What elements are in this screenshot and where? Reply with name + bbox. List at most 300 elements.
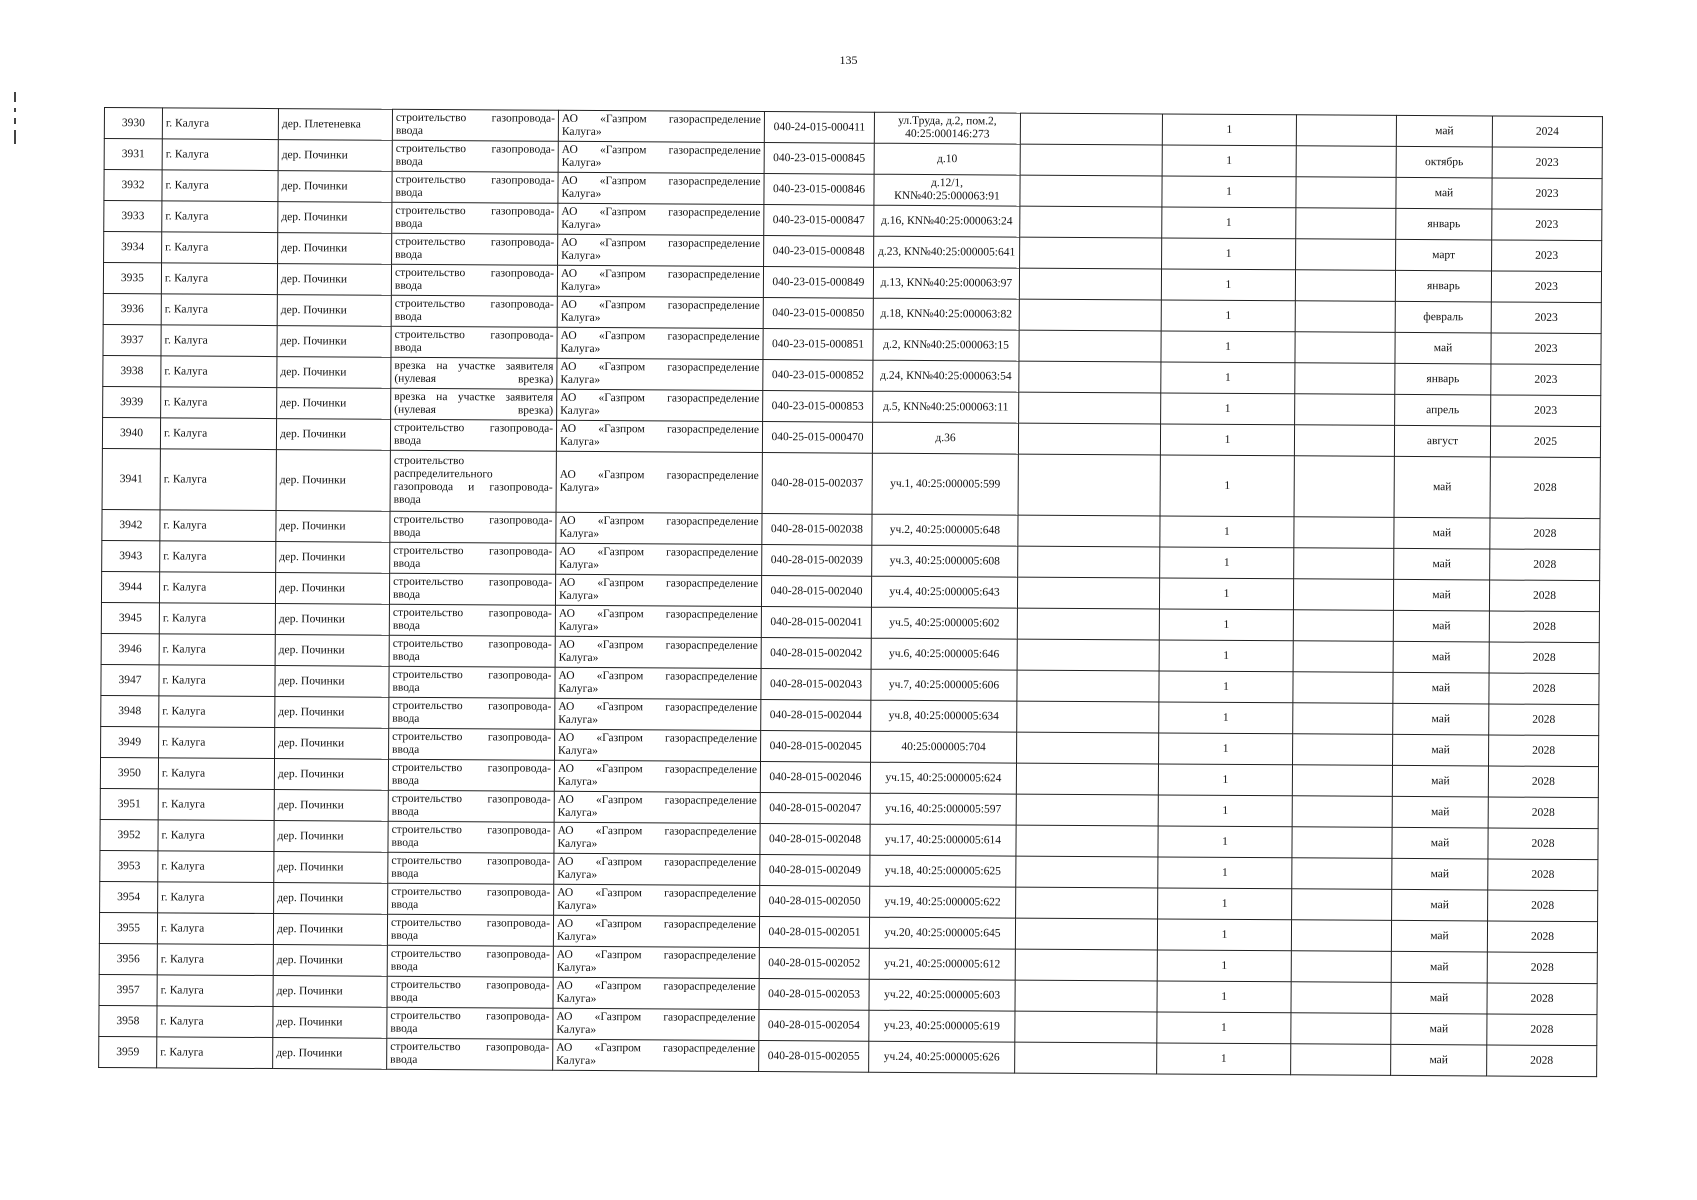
address-cell: д.10 (874, 143, 1020, 175)
work-description-cell: строительство распределительного газопровода и газопровода-ввода (390, 450, 556, 512)
count-cell: 1 (1159, 578, 1293, 610)
work-description-cell: строительство газопровода-ввода (392, 140, 558, 172)
village-cell: дер. Починки (277, 326, 391, 358)
blank-cell (1020, 237, 1162, 269)
village-cell: дер. Починки (276, 419, 390, 451)
month-cell: август (1394, 425, 1490, 457)
row-number: 3948 (101, 695, 159, 726)
village-cell: дер. Починки (275, 666, 389, 698)
month-cell: май (1396, 115, 1492, 147)
organization-cell: АО «Газпром газораспределение Калуга» (558, 172, 764, 204)
village-cell: дер. Починки (274, 852, 388, 884)
count-cell: 1 (1158, 888, 1292, 920)
city-cell: г. Калуга (161, 294, 277, 326)
count-cell: 1 (1161, 269, 1295, 301)
address-cell: ул.Труда, д.2, пом.2, 40:25:000146:273 (874, 112, 1020, 144)
work-description-cell: строительство газопровода-ввода (392, 233, 558, 265)
village-cell: дер. Починки (274, 821, 388, 853)
address-cell: д.23, КN№40:25:000005:641 (874, 236, 1020, 268)
registration-code-cell: 040-23-015-000847 (764, 205, 874, 237)
address-cell: уч.17, 40:25:000005:614 (870, 824, 1016, 856)
blank-cell (1294, 456, 1394, 518)
blank-cell (1295, 301, 1395, 333)
blank-cell (1295, 394, 1395, 426)
village-cell: дер. Починки (277, 357, 391, 389)
count-cell: 1 (1162, 176, 1296, 208)
address-cell: уч.24, 40:25:000005:626 (869, 1041, 1015, 1073)
blank-cell (1019, 268, 1161, 300)
work-description-cell: строительство газопровода-ввода (392, 202, 558, 234)
work-description-cell: строительство газопровода-ввода (389, 666, 555, 698)
city-cell: г. Калуга (158, 789, 274, 821)
registration-code-cell: 040-28-015-002041 (761, 607, 871, 639)
blank-cell (1292, 796, 1392, 828)
blank-cell (1295, 363, 1395, 395)
count-cell: 1 (1158, 857, 1292, 889)
registration-code-cell: 040-28-015-002054 (759, 1010, 869, 1042)
year-cell: 2023 (1492, 147, 1602, 179)
address-cell: уч.23, 40:25:000005:619 (869, 1010, 1015, 1042)
city-cell: г. Калуга (162, 201, 278, 233)
month-cell: май (1392, 827, 1488, 859)
blank-cell (1016, 794, 1158, 826)
row-number: 3932 (104, 170, 162, 201)
organization-cell: АО «Газпром газораспределение Калуга» (555, 698, 761, 730)
address-cell: уч.8, 40:25:000005:634 (871, 700, 1017, 732)
table-body (99, 108, 1603, 1077)
registration-code-cell: 040-28-015-002043 (761, 669, 871, 701)
village-cell: дер. Починки (273, 976, 387, 1008)
count-cell: 1 (1159, 640, 1293, 672)
work-description-cell: строительство газопровода-ввода (387, 914, 553, 946)
row-number: 3931 (104, 139, 162, 170)
work-description-cell: строительство газопровода-ввода (388, 759, 554, 791)
row-number: 3936 (103, 293, 161, 324)
blank-cell (1293, 610, 1393, 642)
registration-code-cell: 040-24-015-000411 (764, 112, 874, 144)
city-cell: г. Калуга (158, 851, 274, 883)
year-cell: 2023 (1492, 178, 1602, 210)
blank-cell (1295, 332, 1395, 364)
count-cell: 1 (1157, 981, 1291, 1013)
month-cell: май (1393, 641, 1489, 673)
organization-cell: АО «Газпром газораспределение Калуга» (558, 234, 764, 266)
row-number: 3938 (103, 355, 161, 386)
organization-cell: АО «Газпром газораспределение Калуга» (558, 110, 764, 142)
registration-code-cell: 040-23-015-000846 (764, 174, 874, 206)
village-cell: дер. Починки (277, 388, 391, 420)
registration-code-cell: 040-23-015-000848 (764, 236, 874, 268)
year-cell: 2028 (1488, 766, 1598, 798)
registration-code-cell: 040-28-015-002038 (762, 514, 872, 546)
organization-cell: АО «Газпром газораспределение Калуга» (554, 791, 760, 823)
registration-code-cell: 040-23-015-000851 (763, 329, 873, 361)
count-cell: 1 (1161, 393, 1295, 425)
count-cell: 1 (1160, 424, 1294, 456)
village-cell: дер. Починки (273, 1007, 387, 1039)
count-cell: 1 (1161, 362, 1295, 394)
village-cell: дер. Починки (275, 573, 389, 605)
year-cell: 2028 (1487, 983, 1597, 1015)
organization-cell: АО «Газпром газораспределение Калуга» (553, 977, 759, 1009)
month-cell: май (1391, 920, 1487, 952)
count-cell: 1 (1162, 238, 1296, 270)
city-cell: г. Калуга (159, 603, 275, 635)
month-cell: май (1391, 1044, 1487, 1076)
blank-cell (1295, 270, 1395, 302)
city-cell: г. Калуга (161, 325, 277, 357)
blank-cell (1015, 918, 1157, 950)
year-cell: 2028 (1489, 642, 1599, 674)
work-description-cell: строительство газопровода-ввода (389, 573, 555, 605)
month-cell: январь (1395, 363, 1491, 395)
organization-cell: АО «Газпром газораспределение Калуга» (553, 915, 759, 947)
year-cell: 2028 (1490, 457, 1600, 519)
count-cell: 1 (1159, 609, 1293, 641)
blank-cell (1018, 546, 1160, 578)
city-cell: г. Калуга (158, 820, 274, 852)
organization-cell: АО «Газпром газораспределение Калуга» (558, 203, 764, 235)
blank-cell (1018, 515, 1160, 547)
year-cell: 2028 (1489, 673, 1599, 705)
address-cell: д.18, КN№40:25:000063:82 (873, 298, 1019, 330)
address-cell: уч.4, 40:25:000005:643 (871, 576, 1017, 608)
address-cell: уч.22, 40:25:000005:603 (869, 979, 1015, 1011)
year-cell: 2024 (1492, 116, 1602, 148)
city-cell: г. Калуга (162, 170, 278, 202)
year-cell: 2028 (1488, 797, 1598, 829)
blank-cell (1016, 887, 1158, 919)
month-cell: февраль (1395, 301, 1491, 333)
registration-code-cell: 040-28-015-002039 (762, 545, 872, 577)
count-cell: 1 (1157, 919, 1291, 951)
organization-cell: АО «Газпром газораспределение Калуга» (553, 1039, 759, 1071)
address-cell: д.13, КN№40:25:000063:97 (873, 267, 1019, 299)
month-cell: апрель (1395, 394, 1491, 426)
month-cell: март (1396, 239, 1492, 271)
month-cell: май (1392, 796, 1488, 828)
row-number: 3937 (103, 324, 161, 355)
organization-cell: АО «Газпром газораспределение Калуга» (557, 389, 763, 421)
blank-cell (1019, 392, 1161, 424)
row-number: 3953 (100, 850, 158, 881)
year-cell: 2028 (1490, 549, 1600, 581)
row-number: 3933 (104, 201, 162, 232)
organization-cell: АО «Газпром газораспределение Калуга» (555, 574, 761, 606)
address-cell: д.36 (872, 422, 1018, 454)
city-cell: г. Калуга (157, 913, 273, 945)
city-cell: г. Калуга (157, 975, 273, 1007)
count-cell: 1 (1162, 145, 1296, 177)
village-cell: дер. Починки (277, 264, 391, 296)
year-cell: 2028 (1489, 704, 1599, 736)
city-cell: г. Калуга (157, 1006, 273, 1038)
work-description-cell: строительство газопровода-ввода (388, 821, 554, 853)
blank-cell (1016, 763, 1158, 795)
blank-cell (1017, 577, 1159, 609)
blank-cell (1017, 608, 1159, 640)
work-description-cell: строительство газопровода-ввода (390, 511, 556, 543)
blank-cell (1296, 177, 1396, 209)
organization-cell: АО «Газпром газораспределение Калуга» (556, 451, 762, 513)
work-description-cell: строительство газопровода-ввода (387, 1007, 553, 1039)
blank-cell (1018, 454, 1160, 516)
organization-cell: АО «Газпром газораспределение Калуга» (557, 327, 763, 359)
organization-cell: АО «Газпром газораспределение Калуга» (555, 667, 761, 699)
row-number: 3943 (102, 540, 160, 571)
registration-code-cell: 040-28-015-002049 (760, 855, 870, 887)
work-description-cell: строительство газопровода-ввода (389, 697, 555, 729)
registration-code-cell: 040-28-015-002052 (759, 948, 869, 980)
blank-cell (1292, 765, 1392, 797)
year-cell: 2023 (1491, 395, 1601, 427)
registration-code-cell: 040-28-015-002046 (760, 762, 870, 794)
blank-cell (1296, 115, 1396, 147)
organization-cell: АО «Газпром газораспределение Калуга» (558, 141, 764, 173)
month-cell: октябрь (1396, 146, 1492, 178)
city-cell: г. Калуга (158, 882, 274, 914)
registration-code-cell: 040-28-015-002055 (759, 1041, 869, 1073)
count-cell: 1 (1161, 331, 1295, 363)
city-cell: г. Калуга (158, 758, 274, 790)
address-cell: уч.18, 40:25:000005:625 (870, 855, 1016, 887)
count-cell: 1 (1157, 1043, 1291, 1075)
organization-cell: АО «Газпром газораспределение Калуга» (554, 760, 760, 792)
count-cell: 1 (1162, 207, 1296, 239)
village-cell: дер. Починки (275, 604, 389, 636)
organization-cell: АО «Газпром газораспределение Калуга» (555, 605, 761, 637)
work-description-cell: строительство газопровода-ввода (390, 542, 556, 574)
work-description-cell: строительство газопровода-ввода (388, 790, 554, 822)
village-cell: дер. Починки (274, 883, 388, 915)
row-number: 3934 (104, 232, 162, 263)
row-number: 3947 (101, 664, 159, 695)
count-cell: 1 (1162, 114, 1296, 146)
count-cell: 1 (1158, 795, 1292, 827)
address-cell: уч.7, 40:25:000005:606 (871, 669, 1017, 701)
work-description-cell: строительство газопровода-ввода (387, 1038, 553, 1070)
row-number: 3944 (101, 571, 159, 602)
count-cell: 1 (1160, 516, 1294, 548)
row-number: 3939 (103, 386, 161, 417)
registration-code-cell: 040-28-015-002047 (760, 793, 870, 825)
village-cell: дер. Починки (276, 511, 390, 543)
blank-cell (1291, 951, 1391, 983)
organization-cell: АО «Газпром газораспределение Калуга» (557, 296, 763, 328)
village-cell: дер. Починки (273, 1038, 387, 1070)
year-cell: 2028 (1488, 828, 1598, 860)
blank-cell (1019, 330, 1161, 362)
month-cell: май (1392, 889, 1488, 921)
month-cell: май (1391, 982, 1487, 1014)
blank-cell (1293, 703, 1393, 735)
registration-code-cell: 040-25-015-000470 (762, 422, 872, 454)
year-cell: 2023 (1491, 271, 1601, 303)
registration-code-cell: 040-28-015-002042 (761, 638, 871, 670)
year-cell: 2028 (1488, 859, 1598, 891)
registration-code-cell: 040-28-015-002050 (760, 886, 870, 918)
blank-cell (1294, 425, 1394, 457)
city-cell: г. Калуга (159, 727, 275, 759)
village-cell: дер. Починки (278, 233, 392, 265)
village-cell: дер. Починки (278, 140, 392, 172)
row-number: 3951 (100, 788, 158, 819)
row-number: 3950 (100, 757, 158, 788)
blank-cell (1019, 299, 1161, 331)
blank-cell (1020, 113, 1162, 145)
work-description-cell: строительство газопровода-ввода (391, 295, 557, 327)
village-cell: дер. Починки (277, 295, 391, 327)
village-cell: дер. Плетеневка (278, 109, 392, 141)
blank-cell (1016, 825, 1158, 857)
city-cell: г. Калуга (157, 1037, 273, 1069)
blank-cell (1294, 517, 1394, 549)
count-cell: 1 (1158, 764, 1292, 796)
month-cell: январь (1396, 208, 1492, 240)
year-cell: 2028 (1489, 735, 1599, 767)
count-cell: 1 (1160, 455, 1294, 517)
registration-code-cell: 040-28-015-002048 (760, 824, 870, 856)
blank-cell (1017, 701, 1159, 733)
blank-cell (1020, 144, 1162, 176)
year-cell: 2028 (1489, 611, 1599, 643)
address-cell: д.5, КN№40:25:000063:11 (873, 391, 1019, 423)
count-cell: 1 (1158, 826, 1292, 858)
blank-cell (1015, 1011, 1157, 1043)
address-cell: д.2, КN№40:25:000063:15 (873, 329, 1019, 361)
year-cell: 2028 (1488, 890, 1598, 922)
blank-cell (1294, 548, 1394, 580)
work-description-cell: врезка на участке заявителя (нулевая врезка) (391, 388, 557, 420)
organization-cell: АО «Газпром газораспределение Калуга» (554, 884, 760, 916)
city-cell: г. Калуга (160, 449, 276, 511)
village-cell: дер. Починки (274, 759, 388, 791)
month-cell: май (1393, 672, 1489, 704)
city-cell: г. Калуга (159, 696, 275, 728)
organization-cell: АО «Газпром газораспределение Калуга» (557, 358, 763, 390)
work-description-cell: строительство газопровода-ввода (387, 976, 553, 1008)
blank-cell (1291, 1013, 1391, 1045)
registration-code-cell: 040-23-015-000852 (763, 360, 873, 392)
blank-cell (1293, 734, 1393, 766)
month-cell: май (1394, 456, 1490, 518)
blank-cell (1017, 732, 1159, 764)
row-number: 3942 (102, 509, 160, 540)
organization-cell: АО «Газпром газораспределение Калуга» (554, 853, 760, 885)
row-number: 3957 (99, 974, 157, 1005)
row-number: 3940 (102, 417, 160, 448)
organization-cell: АО «Газпром газораспределение Калуга» (554, 822, 760, 854)
work-description-cell: строительство газопровода-ввода (388, 852, 554, 884)
registration-code-cell: 040-28-015-002045 (761, 731, 871, 763)
blank-cell (1296, 208, 1396, 240)
organization-cell: АО «Газпром газораспределение Калуга» (553, 946, 759, 978)
city-cell: г. Калуга (159, 634, 275, 666)
margin-marks (14, 92, 18, 150)
city-cell: г. Калуга (160, 541, 276, 573)
blank-cell (1291, 1044, 1391, 1076)
blank-cell (1292, 827, 1392, 859)
month-cell: май (1394, 548, 1490, 580)
address-cell: уч.21, 40:25:000005:612 (869, 948, 1015, 980)
city-cell: г. Калуга (162, 108, 278, 140)
organization-cell: АО «Газпром газораспределение Калуга» (553, 1008, 759, 1040)
city-cell: г. Калуга (162, 139, 278, 171)
count-cell: 1 (1159, 702, 1293, 734)
year-cell: 2028 (1489, 580, 1599, 612)
work-description-cell: строительство газопровода-ввода (392, 171, 558, 203)
year-cell: 2023 (1492, 209, 1602, 241)
blank-cell (1015, 949, 1157, 981)
work-description-cell: строительство газопровода-ввода (389, 604, 555, 636)
row-number: 3949 (101, 726, 159, 757)
year-cell: 2028 (1487, 1014, 1597, 1046)
village-cell: дер. Починки (274, 790, 388, 822)
row-number: 3945 (101, 602, 159, 633)
blank-cell (1292, 889, 1392, 921)
address-cell: уч.15, 40:25:000005:624 (870, 762, 1016, 794)
month-cell: январь (1395, 270, 1491, 302)
organization-cell: АО «Газпром газораспределение Калуга» (556, 543, 762, 575)
address-cell: уч.19, 40:25:000005:622 (870, 886, 1016, 918)
year-cell: 2025 (1490, 426, 1600, 458)
year-cell: 2023 (1492, 240, 1602, 272)
blank-cell (1020, 175, 1162, 207)
row-number: 3956 (99, 943, 157, 974)
city-cell: г. Калуга (161, 263, 277, 295)
organization-cell: АО «Газпром газораспределение Калуга» (556, 512, 762, 544)
page-number: 135 (839, 53, 858, 67)
blank-cell (1296, 146, 1396, 178)
address-cell: уч.3, 40:25:000005:608 (872, 545, 1018, 577)
work-description-cell: строительство газопровода-ввода (389, 635, 555, 667)
village-cell: дер. Починки (278, 171, 392, 203)
month-cell: май (1395, 332, 1491, 364)
row-number: 3952 (100, 819, 158, 850)
row-number: 3935 (103, 263, 161, 294)
village-cell: дер. Починки (276, 450, 390, 512)
blank-cell (1293, 641, 1393, 673)
work-description-cell: врезка на участке заявителя (нулевая врезка) (391, 357, 557, 389)
year-cell: 2028 (1490, 518, 1600, 550)
count-cell: 1 (1160, 547, 1294, 579)
row-number: 3959 (99, 1036, 157, 1067)
city-cell: г. Калуга (160, 418, 276, 450)
city-cell: г. Калуга (161, 356, 277, 388)
work-description-cell: строительство газопровода-ввода (392, 109, 558, 141)
count-cell: 1 (1159, 671, 1293, 703)
village-cell: дер. Починки (273, 914, 387, 946)
address-cell: уч.20, 40:25:000005:645 (869, 917, 1015, 949)
address-cell: уч.5, 40:25:000005:602 (871, 607, 1017, 639)
month-cell: май (1391, 951, 1487, 983)
blank-cell (1017, 639, 1159, 671)
table-row (102, 448, 1600, 518)
village-cell: дер. Починки (276, 542, 390, 574)
month-cell: май (1393, 703, 1489, 735)
month-cell: май (1393, 610, 1489, 642)
city-cell: г. Калуга (160, 510, 276, 542)
city-cell: г. Калуга (159, 572, 275, 604)
address-cell: уч.16, 40:25:000005:597 (870, 793, 1016, 825)
organization-cell: АО «Газпром газораспределение Калуга» (556, 420, 762, 452)
registration-code-cell: 040-28-015-002051 (759, 917, 869, 949)
registration-code-cell: 040-28-015-002053 (759, 979, 869, 1011)
year-cell: 2028 (1487, 1045, 1597, 1077)
work-description-cell: строительство газопровода-ввода (387, 945, 553, 977)
address-cell: 40:25:000005:704 (871, 731, 1017, 763)
row-number: 3930 (104, 108, 162, 139)
